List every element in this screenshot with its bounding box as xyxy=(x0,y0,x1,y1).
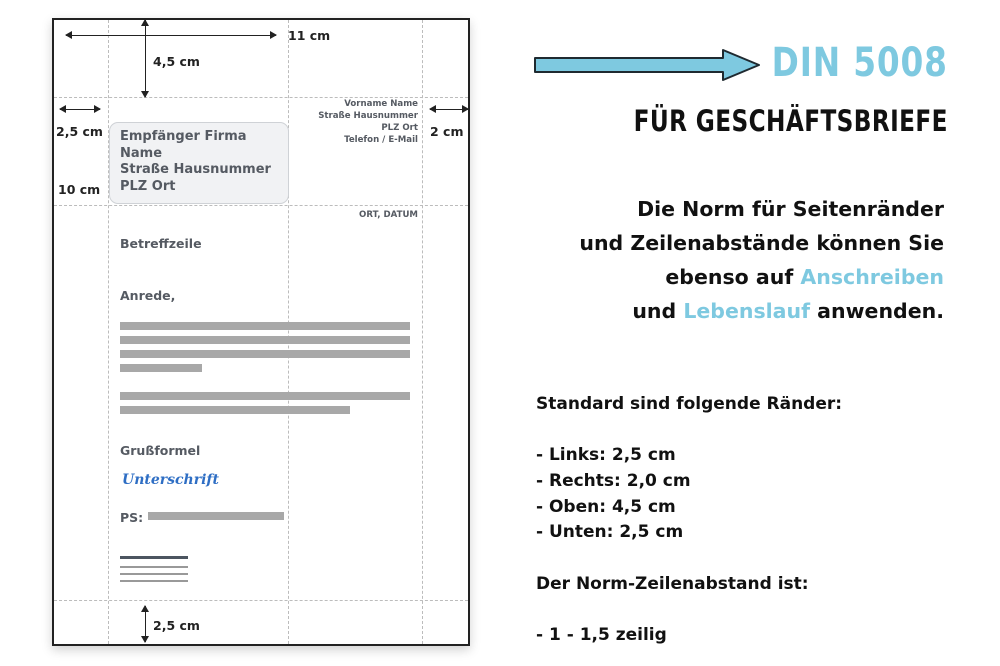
recipient-name: Name xyxy=(120,145,163,161)
line-spacing-value: - 1 - 1,5 zeilig xyxy=(536,625,667,646)
description-line: ebenso auf Anschreiben xyxy=(665,265,944,289)
bottom-margin-arrow xyxy=(145,606,146,642)
left-margin-arrow xyxy=(60,109,100,110)
width-arrow xyxy=(66,35,276,36)
signature: Unterschrift xyxy=(122,472,219,488)
top-margin-arrow xyxy=(145,20,146,97)
description-line: Die Norm für Seitenränder xyxy=(637,197,944,221)
recipient-street: Straße Hausnummer xyxy=(120,162,271,177)
top-margin-label: 4,5 cm xyxy=(153,54,200,69)
page-subtitle: FÜR GESCHÄFTSBRIEFE xyxy=(633,104,948,138)
highlight-anschreiben: Anschreiben xyxy=(800,265,944,289)
left-margin-label: 2,5 cm xyxy=(56,124,103,139)
text-line-placeholder xyxy=(120,392,410,400)
subject-line: Betreffzeile xyxy=(120,236,202,251)
recipient-address-field xyxy=(109,122,289,204)
recipient-company: Empfänger Firma xyxy=(120,129,247,144)
sender-block xyxy=(318,98,418,146)
sender-contact: Telefon / E-Mail xyxy=(344,135,418,145)
sender-city: PLZ Ort xyxy=(381,123,418,133)
address-field-guide xyxy=(54,205,468,206)
recipient-offset-label: 10 cm xyxy=(58,182,101,197)
description-line: und Zeilenabstände können Sie xyxy=(579,231,944,255)
left-span-label: 11 cm xyxy=(288,28,331,43)
margin-left-item: - Links: 2,5 cm xyxy=(536,445,676,466)
sender-street: Straße Hausnummer xyxy=(318,111,418,121)
salutation: Anrede, xyxy=(120,288,176,303)
enclosure-heading-placeholder xyxy=(120,556,188,559)
right-margin-label: 2 cm xyxy=(430,124,464,139)
line-spacing-intro: Der Norm-Zeilenabstand ist: xyxy=(536,573,809,594)
page-title: DIN 5008 xyxy=(771,40,948,86)
bottom-margin-guide xyxy=(54,600,468,601)
place-date: ORT, DATUM xyxy=(359,210,418,220)
enclosure-line-placeholder xyxy=(120,573,188,575)
margin-bottom-item: - Unten: 2,5 cm xyxy=(536,522,684,543)
text-line-placeholder xyxy=(120,322,410,330)
recipient-city: PLZ Ort xyxy=(120,178,176,194)
margins-list xyxy=(536,392,842,649)
postscript-line-placeholder xyxy=(148,512,284,520)
enclosure-line-placeholder xyxy=(120,580,188,582)
enclosure-line-placeholder xyxy=(120,566,188,568)
margin-top-item: - Oben: 4,5 cm xyxy=(536,496,676,517)
right-margin-guide xyxy=(422,20,423,644)
postscript-label: PS: xyxy=(120,510,144,525)
closing-phrase: Grußformel xyxy=(120,443,201,458)
text-line-placeholder xyxy=(120,364,202,372)
margin-right-item: - Rechts: 2,0 cm xyxy=(536,471,691,492)
left-margin-guide xyxy=(108,20,109,644)
arrow-right-icon xyxy=(533,48,763,82)
margins-intro: Standard sind folgende Ränder: xyxy=(536,394,843,414)
din-letter-sheet xyxy=(52,18,470,646)
right-margin-arrow xyxy=(430,109,468,110)
sender-name: Vorname Name xyxy=(344,99,418,109)
text-line-placeholder xyxy=(120,350,410,358)
center-guide xyxy=(288,20,289,644)
highlight-lebenslauf: Lebenslauf xyxy=(683,299,811,323)
bottom-margin-label: 2,5 cm xyxy=(153,618,200,633)
text-line-placeholder xyxy=(120,336,410,344)
description-paragraph xyxy=(579,192,944,328)
description-line: und Lebenslauf anwenden. xyxy=(632,299,944,323)
text-line-placeholder xyxy=(120,406,350,414)
